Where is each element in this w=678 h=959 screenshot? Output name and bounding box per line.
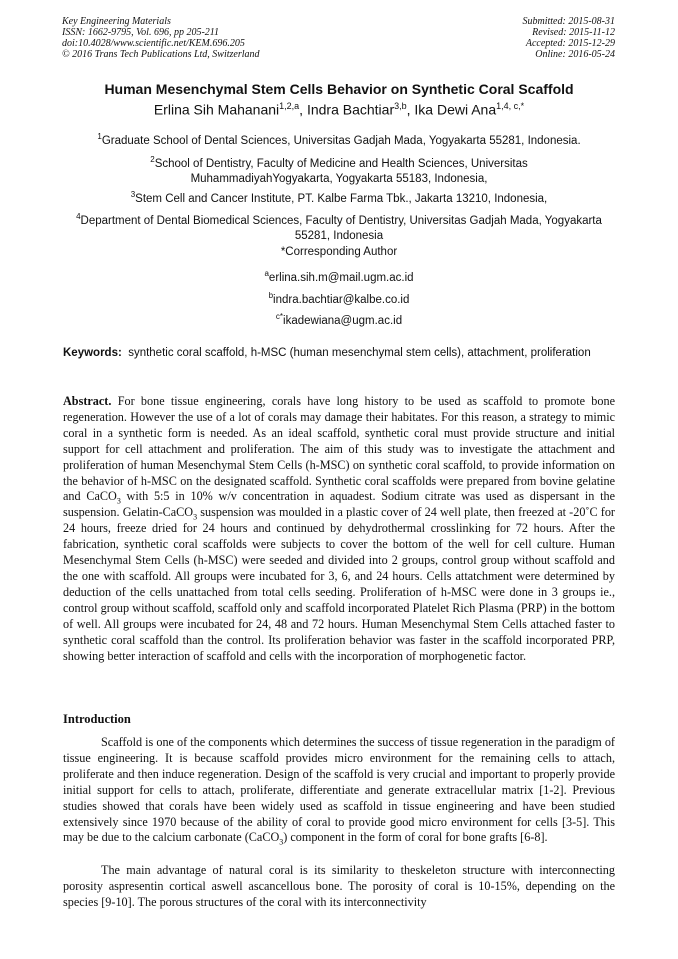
email-mark: a — [264, 269, 269, 278]
paragraph-text: Scaffold is one of the components which determines the success of tissue regeneration in the paradigm of tissue engineering. It is because scaffold provides micro environment for the remaining cells to attach, proliferate and then induce regeneration. Design of the scaffold is very crucial and important to properly provide initial support for cells to attach, proliferate, differentiate and generate extracellular matrix [1-2]. Previous studies showed that corals have been widely used as scaffold in tissue engineering and have been studied extensively since 1970 because of the ability of coral to provide good micro environment for cells [3-5]. This may be due to the calcium carbonate (CaCO — [63, 735, 615, 845]
publication-dates — [523, 16, 616, 60]
author-list — [0, 101, 678, 118]
corresponding-author-note — [60, 245, 618, 260]
affiliation-text: Graduate School of Dental Sciences, Universitas Gadjah Mada, Yogyakarta 55281, Indonesia. — [101, 134, 581, 147]
email-mark: c* — [275, 312, 284, 321]
date-accepted: Accepted: 2015-12-29 — [525, 38, 615, 49]
journal-issn: ISSN: 1662-9795, Vol. 696, pp 205-211 — [62, 27, 220, 38]
affiliation-text: School of Dentistry, Faculty of Medicine and Health Sciences, Universitas MuhammadiyahYogyakarta, Yogyakarta 55183, Indonesia, — [154, 157, 528, 185]
affiliation-3 — [60, 187, 618, 207]
author-name: Erlina Sih Mahanani — [153, 101, 280, 118]
keywords — [63, 347, 615, 360]
subscript: 3 — [193, 512, 198, 522]
keywords-label: Keywords: — [63, 347, 122, 359]
journal-info — [62, 16, 260, 60]
paper-title: Human Mesenchymal Stem Cells Behavior on Synthetic Coral Scaffold — [104, 81, 574, 97]
affiliation-mark: 2 — [150, 155, 155, 164]
email-address: ikadewiana@ugm.ac.id — [283, 314, 403, 327]
subscript: 3 — [279, 837, 284, 847]
author-separator: , — [299, 101, 307, 118]
email-c — [60, 309, 618, 329]
date-online: Online: 2016-05-24 — [535, 49, 615, 60]
journal-doi: doi:10.4028/www.scientific.net/KEM.696.205 — [62, 38, 245, 49]
intro-paragraph-1 — [63, 735, 615, 846]
journal-copyright: © 2016 Trans Tech Publications Ltd, Switzerland — [62, 49, 260, 60]
author-name: Indra Bachtiar — [306, 101, 395, 118]
email-address: indra.bachtiar@kalbe.co.id — [273, 293, 410, 306]
abstract-label: Abstract. — [63, 394, 112, 408]
abstract — [63, 394, 615, 664]
affiliation-mark: 1 — [97, 132, 102, 141]
subscript: 3 — [116, 496, 121, 506]
author-name: Ika Dewi Ana — [414, 101, 497, 118]
affiliation-1 — [60, 129, 618, 149]
section-heading-introduction: Introduction — [63, 712, 131, 726]
intro-paragraph-2 — [63, 863, 615, 911]
corresponding-author-label: *Corresponding Author — [280, 246, 398, 258]
author-affiliation-mark: 3,b — [394, 101, 407, 111]
journal-name: Key Engineering Materials — [62, 16, 171, 27]
affiliation-mark: 3 — [130, 190, 136, 199]
paragraph-text: The main advantage of natural coral is its similarity to theskeleton structure with interconnecting porosity aspresentin cortical aswell ascancellous bone. The porosity of coral is 10-15%, depending on the species [9-10]. The porous structures of the coral with its interconnectivity — [63, 863, 615, 909]
date-revised: Revised: 2015-11-12 — [532, 27, 615, 38]
abstract-text: suspension was moulded in a plastic cover of 24 well plate, then freezed at -20˚C for 24 hours, freeze dried for 24 hours and continued by dehydrothermal crosslinking for 72 hours. After the fabrication, synthetic coral scaffolds were subjects to cover the bottom of the well for cell culture. Human Mesenchymal Stem Cells (h-MSC) were seeded and divided into 2 groups, control group without scaffold and the one with scaffold. All groups were incubated for 3, 6, and 24 hours. Cells attatchment were determined by deduction of the cells unattached from total cells seeding. Proliferation of h-MSC were done in 3 groups ie., control group without scaffold, scaffold only and scaffold incorporated Platelet Rich Plasma (PRP) in the bottom of well. All groups were incubated for 24, 48 and 72 hours. Human Mesenchymal Stem Cells attached faster to synthetic coral scaffold than the control. Its proliferation behavior was faster in the scaffold incorporated PRP, showing better interaction of scaffold and cells with the incorporation of morphogenetic factor. — [63, 505, 615, 663]
paragraph-text: ) component in the form of coral for bone grafts [6-8]. — [283, 830, 548, 845]
email-a — [60, 266, 618, 286]
date-submitted: Submitted: 2015-08-31 — [522, 16, 615, 27]
email-mark: b — [268, 291, 274, 300]
affiliation-text: Department of Dental Biomedical Sciences, Faculty of Dentistry, Universitas Gadjah Mada, Yogyakarta 55281, Indonesia — [80, 214, 602, 242]
email-b — [60, 288, 618, 308]
keywords-text: synthetic coral scaffold, h-MSC (human mesenchymal stem cells), attachment, proliferation — [128, 347, 591, 359]
abstract-text: For bone tissue engineering, corals have long history to be used as scaffold to promote bone regeneration. However the use of a lot of corals may damage their habitates. For this reason, a strategy to mimic coral in a synthetic form is needed. As an ideal scaffold, synthetic coral must provide structure and initial support for cell attachment and proliferation. The aim of this study was to investigate the attachment and proliferation of human Mesenchymal Stem Cells (h-MSC) on synthetic coral scaffold, to provide information on the behavior of h-MSC on the designated scaffold. Synthetic coral scaffolds were prepared from bovine gelatine and CaCO — [63, 394, 615, 504]
affiliation-text: Stem Cell and Cancer Institute, PT. Kalbe Farma Tbk., Jakarta 13210, Indonesia, — [135, 192, 548, 205]
affiliation-mark: 4 — [76, 212, 81, 221]
author-affiliation-mark: 1,4, c,* — [496, 101, 525, 111]
author-separator: , — [406, 101, 415, 118]
abstract-text: with 5:5 in 10% w/v concentration in aquadest. Sodium citrate was used as dispersant in the suspension. Gelatin-CaCO — [63, 489, 615, 520]
affiliation-2 — [110, 152, 568, 187]
email-address: erlina.sih.m@mail.ugm.ac.id — [268, 271, 414, 284]
author-affiliation-mark: 1,2,a — [279, 101, 300, 111]
affiliation-4 — [60, 209, 618, 244]
